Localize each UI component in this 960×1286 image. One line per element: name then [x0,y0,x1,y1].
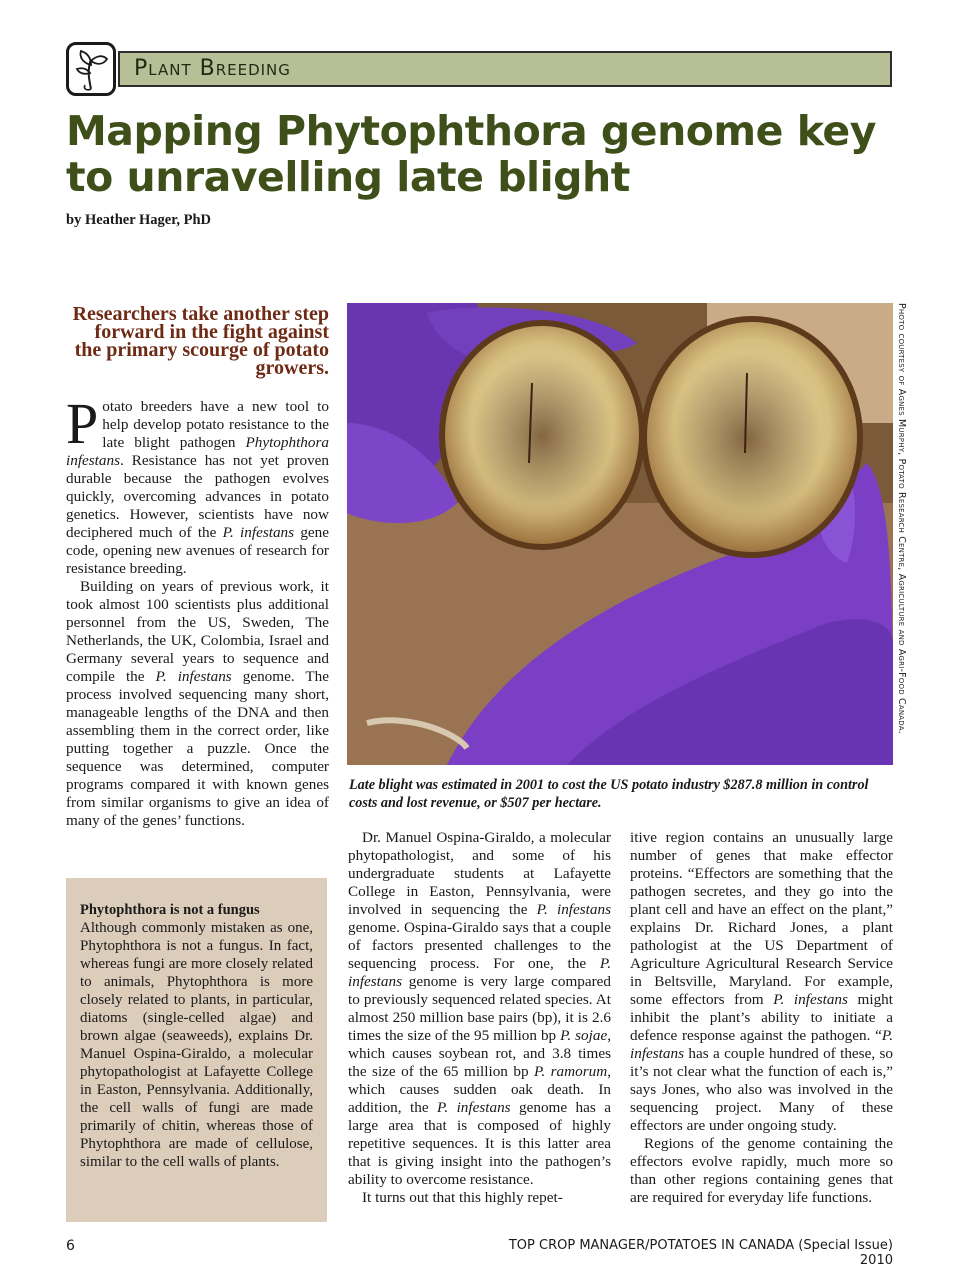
text-run: , which causes soybean rot, and 3.8 times the size of the 65 million bp [348,1027,611,1080]
text-run: has a couple hundred of these, so it’s not clear what the function of each is,” says Jones, who also was involved in the sequencing project. Many of these effectors are under ongoing study. [630,1045,893,1134]
paragraph [66,578,329,830]
photo-credit-text: Photo courtesy of Agnes Murphy, Potato Research Centre, Agriculture and Agri-Food Canada. [896,303,907,734]
paragraph [630,829,893,1135]
potato-photo [347,303,893,765]
column-2 [348,829,611,1207]
species-name: P. infestans [155,668,232,685]
text-run: genome. Ospina-Giraldo says that a couple of factors presented challenges to the sequencing process. For one, the [348,919,611,972]
column-3 [630,829,893,1207]
paragraph: Regions of the genome containing the effectors evolve rapidly, much more so than other regions containing genes that are required for everyday life functions. [630,1135,893,1206]
text-run: gene code, opening new avenues of research for resistance breeding. [66,524,329,577]
section-logo [66,42,116,96]
text-run: genome. The process involved sequencing many short, manageable lengths of the DNA and then assembling them in the correct order, like putting together a puzzle. Once the sequence was determined, computer programs compared it with known genes from similar organisms to give an idea of many of the genes’ functions. [66,668,329,829]
sidebar-title: Phytophthora is not a fungus [80,902,260,918]
article-headline: Mapping Phytophthora genome key to unravelling late blight [66,107,876,201]
text-run: . Resistance has not yet proven durable because the pathogen evolves quickly, overcoming advances in potato genetics. However, scientists have now deciphered much of the [66,452,329,541]
sidebar-box [66,878,327,1222]
photo-caption: Late blight was estimated in 2001 to cost the US potato industry $287.8 million in control costs and lost revenue, or $507 per hectare. [349,777,869,811]
column-1 [66,391,329,830]
paragraph: It turns out that this highly repet- [362,1189,563,1206]
page-number: 6 [66,1238,75,1254]
paragraph [348,829,611,1189]
species-name: P. infestans [773,991,848,1008]
species-name: P. infestans [222,524,295,541]
byline: by Heather Hager, PhD [66,212,211,228]
publication-footer: TOP CROP MANAGER/POTATOES IN CANADA (Special Issue) 2010 [508,1238,893,1268]
text-run: , which causes sudden oak death. In addition, the [348,1063,611,1116]
potato-plant-icon [69,45,113,93]
text-run: itive region contains an unusually large number of genes that make effector proteins. “Effectors are something that the pathogen secretes, and they go into the plant cell and have an effect on the plant,” explains Dr. Richard Jones, a plant pathologist at the US Department of Agriculture Agricultural Research Service in Beltsville, Maryland. For example, some effectors from [630,829,893,1008]
sidebar-text: Although commonly mistaken as one, Phytophthora is not a fungus. In fact, whereas fungi are more closely related to animals, Phytophthora is more closely related to plants, in particular, diatoms (single-celled algae) and brown algae (seaweeds), explains Dr. Manuel Ospina-Giraldo, a molecular phytopathologist at Lafayette College in Easton, Pennsylvania. Additionally, the cell walls of fungi are made primarily of chitin, whereas those of Phytophthora are made of cellulose, similar to the cell walls of plants. [80,920,313,1170]
text-run: otato breeders have a new tool to help develop potato resistance to the late blight pathogen [102,398,329,451]
species-name: P. infestans [536,901,611,918]
intro-paragraph [66,391,329,578]
text-run: genome has a large area that is composed of highly repetitive sequences. It is this latter area that is giving insight into the pathogen’s ability to overcome resistance. [348,1099,611,1188]
text-run: genome is very large compared to previously sequenced related species. At almost 250 million base pairs (bp), it is 2.6 times the size of the 95 million bp [348,973,611,1044]
species-name: P. infestans [630,1027,893,1062]
text-run: Dr. Manuel Ospina-Giraldo, a molecular phytopathologist, and some of his undergraduate students at Lafayette College in Easton, Pennsylvania, were involved in sequencing the [348,829,611,918]
species-name: P. infestans [348,955,611,990]
species-name: Phytophthora infestans [66,434,329,469]
species-name: P. infestans [437,1099,511,1116]
article-deck: Researchers take another step forward in the fight against the primary scourge of potato growers. [72,303,329,379]
species-name: P. sojae [560,1027,608,1044]
section-banner: Plant Breeding [118,51,892,87]
photo-credit [893,303,913,765]
text-run: Building on years of previous work, it took almost 100 scientists plus additional personnel from the US, Sweden, The Netherlands, the UK, Colombia, Israel and Germany several years to sequence and compile the [66,578,329,685]
text-run: might inhibit the plant’s ability to initiate a defence response against the pathogen. “ [630,991,893,1044]
drop-cap: P [66,391,99,456]
species-name: P. ramorum [534,1063,608,1080]
